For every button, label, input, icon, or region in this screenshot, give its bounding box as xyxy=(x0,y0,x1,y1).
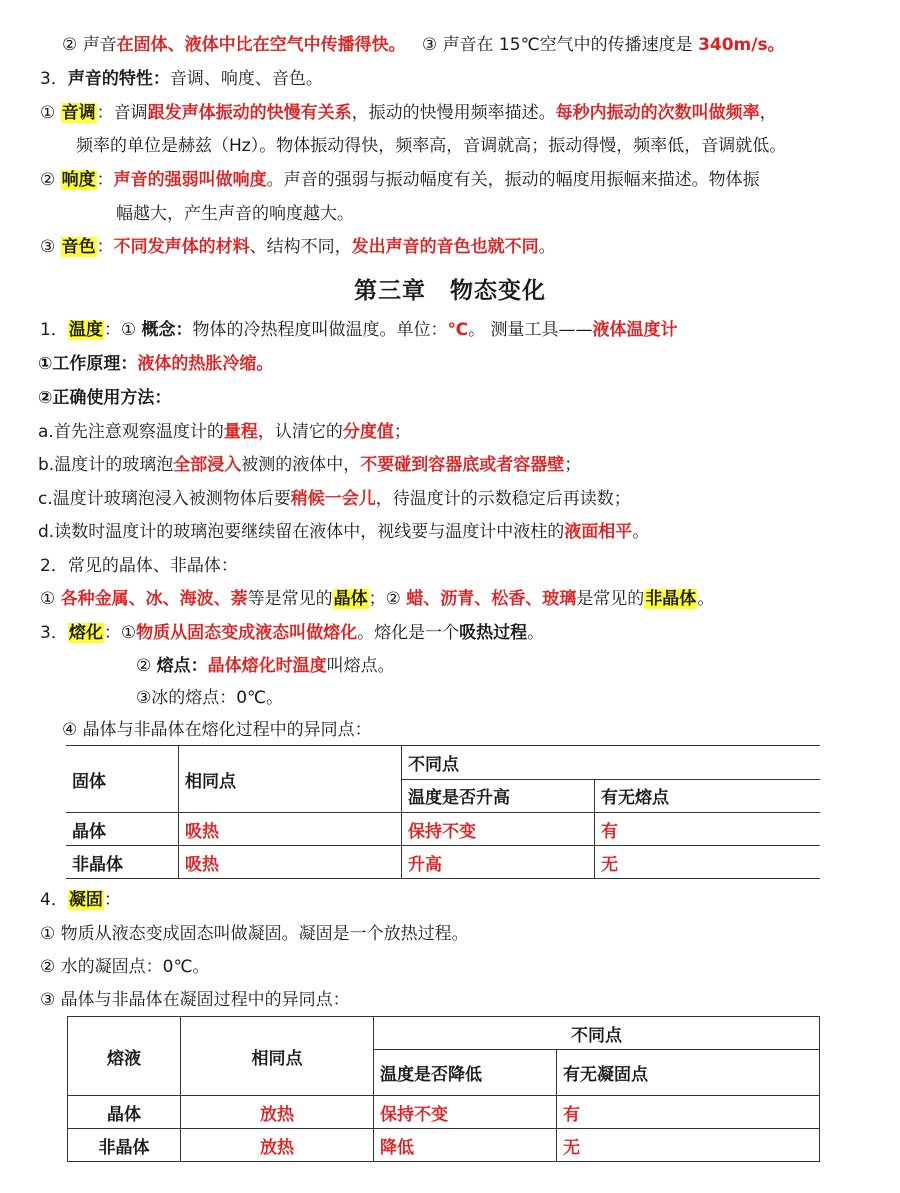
header-solid: 固体 xyxy=(66,746,179,813)
table-row xyxy=(68,1129,820,1162)
header-point: 有无凝固点 xyxy=(557,1050,820,1096)
temperature-line xyxy=(40,318,677,342)
text: ③ 晶体与非晶体在凝固过程中的异同点： xyxy=(40,990,350,1010)
highlighted-term: 非晶体 xyxy=(645,589,697,609)
highlighted-term: 凝固 xyxy=(68,890,103,910)
text: ：① xyxy=(103,320,142,340)
term: 吸热过程 xyxy=(459,623,528,643)
term: ②正确使用方法： xyxy=(38,388,172,408)
text: 声音 xyxy=(82,35,117,55)
text: c.温度计玻璃泡浸入被测物体后要 xyxy=(38,489,291,509)
text: 2．常见的晶体、非晶体： xyxy=(40,556,238,576)
text: 。 测量工具—— xyxy=(468,320,593,340)
row-same: 吸热 xyxy=(179,846,402,879)
text: 频率的单位是赫兹（Hz）。物体振动得快，频率高，音调就高；振动得慢，频率低，音调就低。 xyxy=(76,136,787,156)
text: 。 xyxy=(527,623,545,643)
item-number: ② xyxy=(62,35,78,55)
text: 叫熔点。 xyxy=(326,656,395,676)
text: ； xyxy=(393,422,411,442)
solidification-definition xyxy=(40,922,469,946)
row-point: 无 xyxy=(595,846,821,879)
item-number: ③ xyxy=(40,237,56,257)
item-number: ① xyxy=(40,589,56,609)
row-same: 吸热 xyxy=(179,813,402,846)
text: ② 水的凝固点：0℃。 xyxy=(40,957,210,977)
sound-properties-heading xyxy=(40,67,323,91)
key-point: 液面相平 xyxy=(564,522,633,542)
header-point: 有无熔点 xyxy=(595,779,821,813)
text: ， xyxy=(759,103,777,123)
header-temp: 温度是否降低 xyxy=(374,1050,557,1096)
key-point: 不同发声体的材料 xyxy=(113,237,250,257)
text: ； xyxy=(564,455,582,475)
row-name: 晶体 xyxy=(68,1096,181,1129)
header-liquid: 熔液 xyxy=(68,1017,181,1096)
row-point: 有 xyxy=(595,813,821,846)
table-row xyxy=(68,1096,820,1129)
key-point: 晶体熔化时温度 xyxy=(207,656,327,676)
usage-step-d xyxy=(38,520,649,544)
row-same: 放热 xyxy=(181,1129,374,1162)
key-point: 每秒内振动的次数叫做频率 xyxy=(555,103,760,123)
key-point: 跟发声体振动的快慢有关系 xyxy=(147,103,352,123)
item-number: ① xyxy=(40,103,56,123)
chapter-title: 第三章 物态变化 xyxy=(354,278,546,304)
key-point: 液体的热胀冷缩。 xyxy=(137,354,274,374)
text: 。 xyxy=(538,237,556,257)
key-point: 液体温度计 xyxy=(592,320,678,340)
item-number: ② xyxy=(136,656,152,676)
row-temp: 保持不变 xyxy=(374,1096,557,1129)
term: 熔点： xyxy=(156,656,208,676)
highlighted-term: 熔化 xyxy=(68,623,103,643)
text: 、结构不同， xyxy=(249,237,352,257)
text: 等是常见的 xyxy=(247,589,333,609)
amplitude-line xyxy=(116,202,354,226)
term: 声音的特性： xyxy=(67,69,170,89)
ice-melting-point-line xyxy=(136,686,283,710)
key-point: 物质从固态变成液态叫做熔化 xyxy=(136,623,358,643)
key-point: 发出声音的音色也就不同 xyxy=(351,237,539,257)
text: 声音在 15℃空气中的传播速度是 xyxy=(442,35,699,55)
item-number: ③ xyxy=(421,35,438,55)
item-number: 1． xyxy=(40,320,68,340)
row-name: 晶体 xyxy=(66,813,179,846)
key-point: 不要碰到容器底或者容器壁 xyxy=(360,455,565,475)
text: ，振动的快慢用频率描述。 xyxy=(351,103,556,123)
text: 。熔化是一个 xyxy=(357,623,460,643)
text: ③冰的熔点：0℃。 xyxy=(136,688,284,708)
row-point: 有 xyxy=(557,1096,820,1129)
text: 是常见的 xyxy=(576,589,645,609)
timbre-line xyxy=(40,235,556,259)
header-diff: 不同点 xyxy=(374,1017,820,1050)
text: ④ 晶体与非晶体在熔化过程中的异同点： xyxy=(62,720,372,740)
text: ：① xyxy=(103,623,137,643)
item-number: 3． xyxy=(40,623,68,643)
melting-compare-heading xyxy=(62,718,372,742)
key-point: 蜡、沥青、松香、玻璃 xyxy=(406,589,577,609)
pitch-line xyxy=(40,101,777,125)
header-temp: 温度是否升高 xyxy=(402,779,595,813)
row-temp: 保持不变 xyxy=(402,813,595,846)
text: ① 物质从液态变成固态叫做凝固。凝固是一个放热过程。 xyxy=(40,924,469,944)
highlighted-term: 温度 xyxy=(68,320,103,340)
table-row xyxy=(66,813,820,846)
text: a.首先注意观察温度计的 xyxy=(38,422,224,442)
text: ： xyxy=(103,890,121,910)
key-point: 分度值 xyxy=(342,422,394,442)
text: ，待温度计的示数稳定后再读数； xyxy=(375,489,631,509)
solidification-line xyxy=(40,888,121,912)
usage-heading xyxy=(38,386,171,410)
text: 。声音的强弱与振动幅度有关，振动的幅度用振幅来描述。物体振 xyxy=(266,170,760,190)
text: 。 xyxy=(697,589,715,609)
text: ：音调 xyxy=(96,103,148,123)
frequency-line xyxy=(76,134,786,158)
text: 音调、响度、音色。 xyxy=(169,69,323,89)
freezing-point-line xyxy=(40,955,210,979)
working-principle-line xyxy=(38,352,273,376)
melting-line xyxy=(40,621,544,645)
key-point: 在固体、液体中比在空气中传播得快。 xyxy=(116,35,406,55)
row-name: 非晶体 xyxy=(66,846,179,879)
crystal-examples-line xyxy=(40,587,714,611)
term: 概念： xyxy=(141,320,193,340)
item-number: 4． xyxy=(40,890,68,910)
text: 。 xyxy=(632,522,650,542)
key-point: 量程 xyxy=(223,422,258,442)
text: 被测的液体中， xyxy=(241,455,361,475)
highlighted-term: 音调 xyxy=(61,103,96,123)
text: 幅越大，产生声音的响度越大。 xyxy=(116,204,354,224)
item-number: ② xyxy=(40,170,56,190)
usage-step-c xyxy=(38,487,631,511)
key-point: 各种金属、冰、海波、萘 xyxy=(60,589,248,609)
text: ；② xyxy=(368,589,401,609)
header-diff: 不同点 xyxy=(402,746,821,780)
usage-step-b xyxy=(38,453,581,477)
text: 物体的冷热程度叫做温度。单位： xyxy=(192,320,448,340)
table-row xyxy=(66,846,820,879)
melting-point-line xyxy=(136,654,395,678)
crystal-heading xyxy=(40,554,238,578)
item-number: 3． xyxy=(40,69,68,89)
text: b.温度计的玻璃泡 xyxy=(38,455,174,475)
key-point: 全部浸入 xyxy=(173,455,242,475)
key-point: 声音的强弱叫做响度 xyxy=(113,170,267,190)
text: ： xyxy=(96,237,114,257)
melting-comparison-table xyxy=(66,745,820,879)
row-temp: 降低 xyxy=(374,1129,557,1162)
loudness-line xyxy=(40,168,760,192)
highlighted-term: 晶体 xyxy=(333,589,368,609)
header-same: 相同点 xyxy=(181,1017,374,1096)
header-same: 相同点 xyxy=(179,746,402,813)
key-point: ℃ xyxy=(447,320,469,340)
solidification-comparison-table xyxy=(67,1016,820,1162)
highlighted-term: 响度 xyxy=(61,170,96,190)
key-point: 340m/s。 xyxy=(698,35,785,55)
row-point: 无 xyxy=(557,1129,820,1162)
text: ，认清它的 xyxy=(257,422,343,442)
row-temp: 升高 xyxy=(402,846,595,879)
key-point: 稍候一会儿 xyxy=(290,489,376,509)
row-name: 非晶体 xyxy=(68,1129,181,1162)
term: ①工作原理： xyxy=(38,354,138,374)
solidification-compare-heading xyxy=(40,988,350,1012)
highlighted-term: 音色 xyxy=(61,237,96,257)
row-same: 放热 xyxy=(181,1096,374,1129)
usage-step-a xyxy=(38,420,411,444)
sound-speed-line xyxy=(62,33,785,57)
text: ： xyxy=(96,170,114,190)
text: d.读数时温度计的玻璃泡要继续留在液体中，视线要与温度计中液柱的 xyxy=(38,522,565,542)
